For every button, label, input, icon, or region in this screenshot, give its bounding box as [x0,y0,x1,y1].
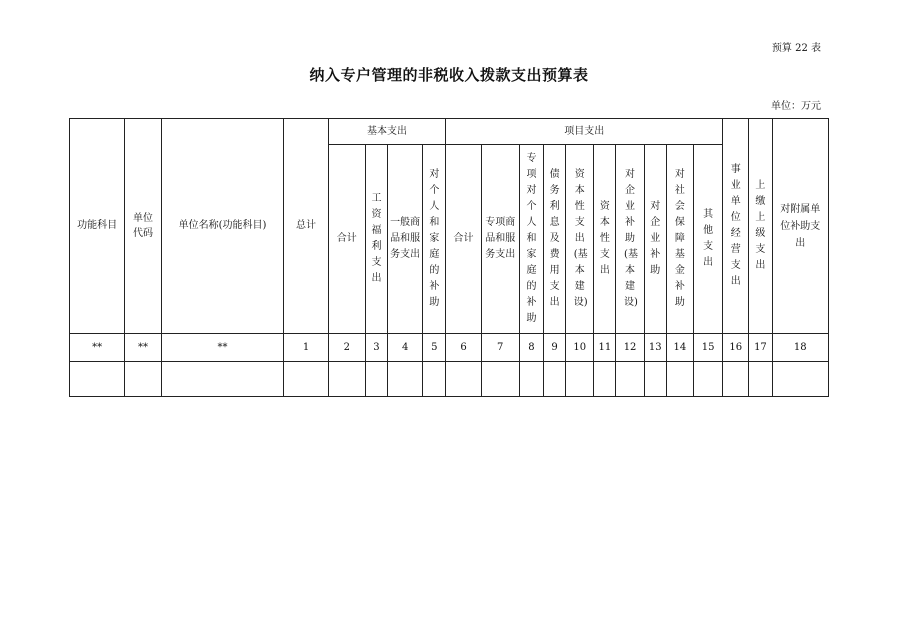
header-business: 事业单位经营支出 [723,119,749,334]
data-cell[interactable] [446,362,481,397]
index-cell: 3 [365,334,387,362]
header-basic-goods: 一般商品和服务支出 [388,145,423,334]
index-cell: 12 [616,334,644,362]
data-cell[interactable] [519,362,543,397]
index-cell: 16 [723,334,749,362]
table-index-row [70,334,829,362]
page-title: 纳入专户管理的非税收入拨款支出预算表 [309,66,589,84]
data-cell[interactable] [161,362,284,397]
index-cell: 17 [749,334,772,362]
data-cell[interactable] [423,362,446,397]
data-cell[interactable] [70,362,125,397]
index-cell: 11 [594,334,616,362]
index-cell: 4 [388,334,423,362]
header-project-capital: 资本性支出 [594,145,616,334]
header-project-other: 其他支出 [693,145,722,334]
data-cell[interactable] [693,362,722,397]
header-project-enterprise: 对企业补助 [644,145,666,334]
index-cell: 5 [423,334,446,362]
data-cell[interactable] [772,362,829,397]
table-header-row [70,119,829,145]
table-row [70,362,829,397]
header-unit-name: 单位名称(功能科目) [161,119,284,334]
header-basic-group: 基本支出 [328,119,446,145]
header-project-group: 项目支出 [446,119,723,145]
data-cell[interactable] [284,362,328,397]
header-project-debt: 债务利息及费用支出 [544,145,566,334]
index-cell: 15 [693,334,722,362]
index-cell: 7 [481,334,519,362]
index-cell: 8 [519,334,543,362]
index-cell: 6 [446,334,481,362]
header-basic-wages: 工资福利支出 [365,145,387,334]
data-cell[interactable] [388,362,423,397]
header-turnover: 上缴上级支出 [749,119,772,334]
header-project-social: 对社会保障基金补助 [666,145,693,334]
data-cell[interactable] [616,362,644,397]
header-project-subsidy: 专项对个人和家庭的补助 [519,145,543,334]
data-cell[interactable] [125,362,161,397]
data-cell[interactable] [723,362,749,397]
header-unit-code: 单位代码 [125,119,161,334]
index-cell: 9 [544,334,566,362]
header-project-goods: 专项商品和服务支出 [481,145,519,334]
data-cell[interactable] [365,362,387,397]
budget-table [69,118,829,397]
header-project-subtotal: 合计 [446,145,481,334]
index-cell: 13 [644,334,666,362]
header-project-capital-basic: 资本性支出(基本建设) [566,145,594,334]
header-total: 总计 [284,119,328,334]
index-cell: 1 [284,334,328,362]
index-cell: ** [125,334,161,362]
data-cell[interactable] [666,362,693,397]
data-cell[interactable] [566,362,594,397]
form-number: 预算 22 表 [771,43,821,54]
index-cell: 10 [566,334,594,362]
index-cell: ** [70,334,125,362]
header-func-subject: 功能科目 [70,119,125,334]
data-cell[interactable] [644,362,666,397]
data-cell[interactable] [481,362,519,397]
header-affiliated: 对附属单位补助支出 [772,119,829,334]
data-cell[interactable] [328,362,365,397]
header-project-enterprise-basic: 对企业补助(基本建设) [616,145,644,334]
data-cell[interactable] [749,362,772,397]
header-basic-subtotal: 合计 [328,145,365,334]
header-basic-subsidy: 对个人和家庭的补助 [423,145,446,334]
unit-label: 单位：万元 [771,101,821,112]
data-cell[interactable] [544,362,566,397]
index-cell: 18 [772,334,829,362]
index-cell: ** [161,334,284,362]
data-cell[interactable] [594,362,616,397]
index-cell: 14 [666,334,693,362]
index-cell: 2 [328,334,365,362]
